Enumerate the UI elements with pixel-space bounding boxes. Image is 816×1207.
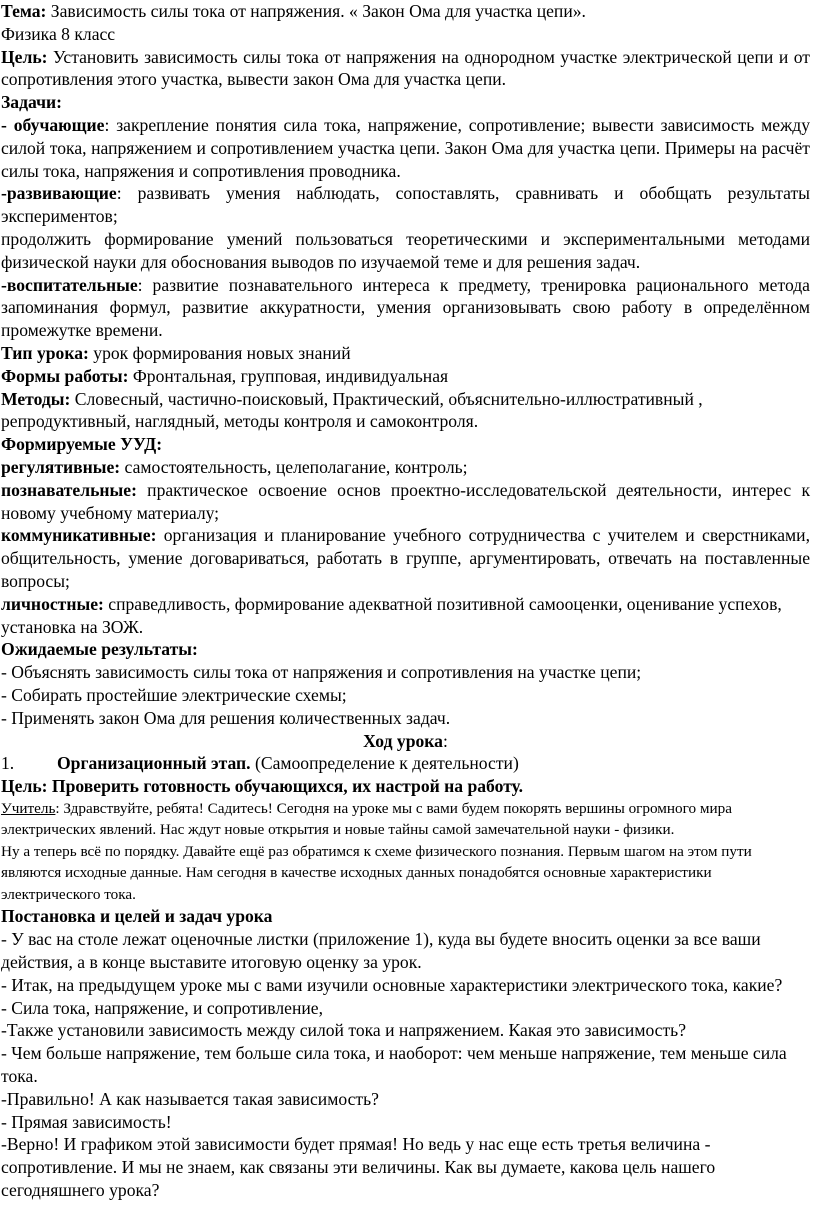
- teaching-label: - обучающие: [1, 114, 105, 135]
- cognitive-text: практическое освоение основ проектно-исследовательской деятельности, интерес к новому учебному материалу;: [1, 479, 810, 523]
- course-heading-colon: :: [442, 730, 448, 751]
- goals-heading: [1, 905, 810, 928]
- personal-label: личностные:: [1, 593, 104, 614]
- goal-label: Цель:: [1, 46, 48, 67]
- result-item: - Объяснять зависимость силы тока от напряжения и сопротивления на участке цепи;: [1, 662, 642, 683]
- stage-aim-label: Цель:: [1, 776, 48, 797]
- work-forms-text: Фронтальная, групповая, индивидуальная: [128, 365, 449, 386]
- tasks-educating: [1, 274, 810, 342]
- educating-label: -воспитательные: [1, 274, 138, 295]
- topic-label: Тема:: [1, 1, 47, 21]
- developing-label: -развивающие: [1, 183, 117, 204]
- results-heading-text: Ожидаемые результаты:: [1, 639, 198, 660]
- work-forms: [1, 365, 810, 388]
- stage-aim: [1, 775, 810, 798]
- work-forms-label: Формы работы:: [1, 365, 129, 386]
- results-heading: [1, 638, 810, 661]
- teaching-text: : закрепление понятия сила тока, напряжение, сопротивление; вывести зависимость между силой тока, напряжением и сопротивлением участка цепи. Закон Ома для участка цепи. Примеры на расчёт силы тока, напряжения и сопротивления проводника.: [1, 114, 810, 181]
- developing-text: : развивать умения наблюдать, сопоставлять, сравнивать и обобщать результаты экспериментов;: [1, 183, 810, 227]
- course-heading: [1, 730, 810, 753]
- tasks-developing: [1, 182, 810, 228]
- communicative-label: коммуникативные:: [1, 525, 157, 546]
- dialog-line: - Итак, на предыдущем уроке мы с вами изучили основные характеристики электрического тока, какие?: [1, 974, 783, 995]
- tasks-developing-continued: продолжить формирование умений пользоваться теоретическими и экспериментальными методами физической науки для обоснования выводов по изучаемой теме и для решения задач.: [1, 228, 810, 272]
- stage-line: [1, 752, 810, 775]
- teacher-speech: [1, 798, 810, 841]
- goal-paragraph: [1, 46, 810, 92]
- topic-line: [1, 0, 810, 23]
- lesson-type-text: урок формирования новых знаний: [88, 342, 351, 363]
- dialog-line: - У вас на столе лежат оценочные листки (приложение 1), куда вы будете вносить оценки за все ваши действия, а в конце выставите итоговую оценку за урок.: [1, 929, 761, 972]
- educating-text: : развитие познавательного интереса к предмету, тренировка рационального метода запоминания формул, развитие аккуратности, умения организовывать свою работу в определённом промежутке времени.: [1, 274, 810, 341]
- tasks-teaching: [1, 114, 810, 182]
- uud-heading-text: Формируемые УУД:: [1, 434, 163, 455]
- lesson-type-label: Тип урока:: [1, 342, 89, 363]
- uud-heading: [1, 433, 810, 456]
- topic-text: Зависимость силы тока от напряжения. « Закон Ома для участка цепи».: [46, 1, 586, 21]
- uud-communicative: [1, 524, 810, 592]
- stage-number: 1.: [1, 753, 15, 774]
- uud-regulative: [1, 456, 810, 479]
- personal-text: справедливость, формирование адекватной позитивной самооценки, оценивание успехов, установка на ЗОЖ.: [1, 593, 782, 637]
- dialog-line: - Сила тока, напряжение, и сопротивление,: [1, 997, 324, 1018]
- regulative-text: самостоятельность, целеполагание, контроль;: [120, 456, 468, 477]
- methods-label: Методы:: [1, 388, 71, 409]
- stage-note: (Самоопределение к деятельности): [250, 753, 519, 774]
- lesson-type: [1, 342, 810, 365]
- dialog-line: -Также установили зависимость между силой тока и напряжением. Какая это зависимость?: [1, 1020, 687, 1041]
- dialog-line: -Правильно! А как называется такая зависимость?: [1, 1088, 379, 1109]
- dialog-line: - Прямая зависимость!: [1, 1111, 172, 1132]
- regulative-label: регулятивные:: [1, 456, 121, 477]
- teacher-speech-continued: Ну а теперь всё по порядку. Давайте ещё раз обратимся к схеме физического познания. Первым шагом на этом пути являются исходные данные. Нам сегодня в качестве исходных данных понадобятся основные характеристики электрического тока.: [1, 842, 752, 903]
- course-heading-text: Ход урока: [363, 730, 443, 751]
- teacher-text: : Здравствуйте, ребята! Садитесь! Сегодня на уроке мы с вами будем покорять вершины огромного мира электрических явлений. Нас ждут новые открытия и новые тайны самой замечательной науки - физики.: [1, 799, 732, 839]
- dialog-line: -Верно! И графиком этой зависимости будет прямая! Но ведь у нас еще есть третья величина - сопротивление. И мы не знаем, как связаны эти величины. Как вы думаете, какова цель нашего сегодняшнего урока?: [1, 1134, 716, 1200]
- stage-aim-text: Проверить готовность обучающихся, их настрой на работу.: [47, 776, 524, 797]
- goal-text: Установить зависимость силы тока от напряжения на однородном участке электрической цепи и от сопротивления этого участка, вывести закон Ома для участка цепи.: [1, 46, 810, 90]
- tasks-heading-text: Задачи:: [1, 92, 62, 113]
- grade-line: Физика 8 класс: [1, 23, 116, 44]
- stage-title: Организационный этап.: [57, 753, 251, 774]
- dialog-line: - Чем больше напряжение, тем больше сила тока, и наоборот: чем меньше напряжение, тем меньше сила тока.: [1, 1043, 787, 1086]
- methods-text: Словесный, частично-поисковый, Практический, объяснительно-иллюстративный , репродуктивный, наглядный, методы контроля и самоконтроля.: [1, 388, 703, 432]
- methods: [1, 388, 810, 434]
- goals-heading-text: Постановка и целей и задач урока: [1, 906, 273, 927]
- result-item: - Собирать простейшие электрические схемы;: [1, 684, 347, 705]
- uud-cognitive: [1, 479, 810, 525]
- tasks-heading: [1, 91, 810, 114]
- teacher-label: Учитель: [1, 799, 56, 817]
- communicative-text: организация и планирование учебного сотрудничества с учителем и сверстниками, общительность, умение договариваться, работать в группе, аргументировать, отвечать на поставленные вопросы;: [1, 525, 810, 591]
- cognitive-label: познавательные:: [1, 479, 137, 500]
- uud-personal: [1, 593, 810, 639]
- result-item: - Применять закон Ома для решения количественных задач.: [1, 707, 451, 728]
